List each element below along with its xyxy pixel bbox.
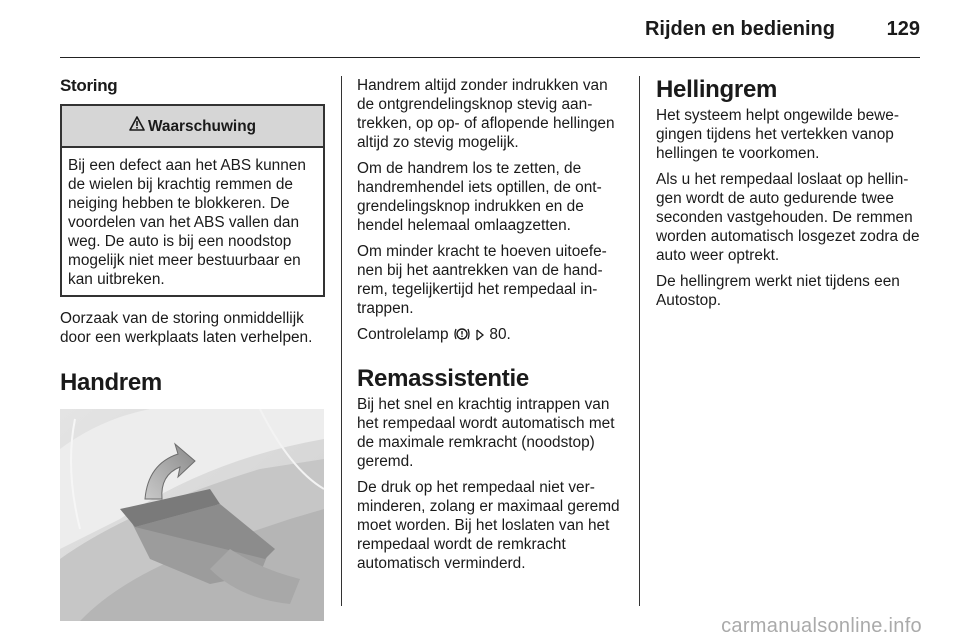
remassistentie-paragraph-2: De druk op het rempedaal niet verminderen, zolang er maximaal geremd moet worden. Bij het loslaten van het rempedaal wordt de remkracht automatisch verminderd.: [357, 479, 620, 572]
controlelamp-line: [357, 325, 623, 347]
storing-paragraph: Oorzaak van de storing onmiddellijk door een werkplaats laten verhelpen.: [60, 310, 313, 346]
storing-heading: Storing: [60, 76, 118, 95]
warning-title: Waarschuwing: [147, 117, 257, 135]
page-reference-arrow-icon: [475, 328, 485, 347]
handrem-paragraph-1: Handrem altijd zonder indrukken van de ontgrendelingsknop stevig aantrekken, op op- of aflopende hellingen altijd zo stevig mogelijk.: [357, 77, 615, 151]
brake-warning-lamp-icon: [453, 326, 471, 347]
column-3: [656, 76, 922, 317]
remassistentie-heading: Remassistentie: [357, 365, 529, 392]
chapter-title: Rijden en bediening: [644, 18, 835, 40]
warning-text: Bij een defect aan het ABS kunnen de wielen bij krachtig remmen de neiging hebben te blokkeren. De voordelen van het ABS vallen dan weg. De auto is bij een noodstop mogelijk niet meer bestuurbaar en kan uitbreken.: [68, 157, 306, 288]
column-1: [60, 76, 325, 621]
page-number: 129: [886, 18, 920, 40]
watermark: carmanualsonline.info: [721, 615, 922, 637]
warning-header: [62, 106, 323, 148]
handrem-paragraph-3: Om minder kracht te hoeven uitoefenen bij het aantrekken van de handrem, tegelijkertijd het rempedaal intrappen.: [357, 243, 607, 317]
header-divider: [60, 57, 920, 58]
warning-box: [60, 104, 325, 297]
hellingrem-paragraph-2: Als u het rempedaal loslaat op hellingen wordt de auto gedurende twee seconden vastgehouden. De remmen worden automatisch losgezet zodra de auto weer optrekt.: [656, 171, 920, 264]
column-2: [357, 76, 623, 580]
handbrake-illustration: [60, 409, 324, 621]
column-divider-1: [341, 76, 342, 606]
warning-triangle-icon: [129, 116, 148, 136]
handrem-heading: Handrem: [60, 369, 162, 396]
controlelamp-label: Controlelamp: [357, 326, 449, 343]
hellingrem-paragraph-3: De hellingrem werkt niet tijdens een Autostop.: [656, 273, 900, 309]
controlelamp-page-ref: 80.: [489, 326, 511, 343]
page-header: [60, 0, 920, 58]
remassistentie-paragraph-1: Bij het snel en krachtig intrappen van het rempedaal wordt automatisch met de maximale remkracht (noodstop) geremd.: [357, 396, 615, 470]
column-divider-2: [639, 76, 640, 606]
handrem-paragraph-2: Om de handrem los te zetten, de handremhendel iets optillen, de ontgrendelingsknop indrukken en de hendel helemaal omlaagzetten.: [357, 160, 602, 234]
hellingrem-paragraph-1: Het systeem helpt ongewilde bewegingen tijdens het vertekken vanop hellingen te voorkomen.: [656, 107, 899, 162]
hellingrem-heading: Hellingrem: [656, 76, 778, 103]
